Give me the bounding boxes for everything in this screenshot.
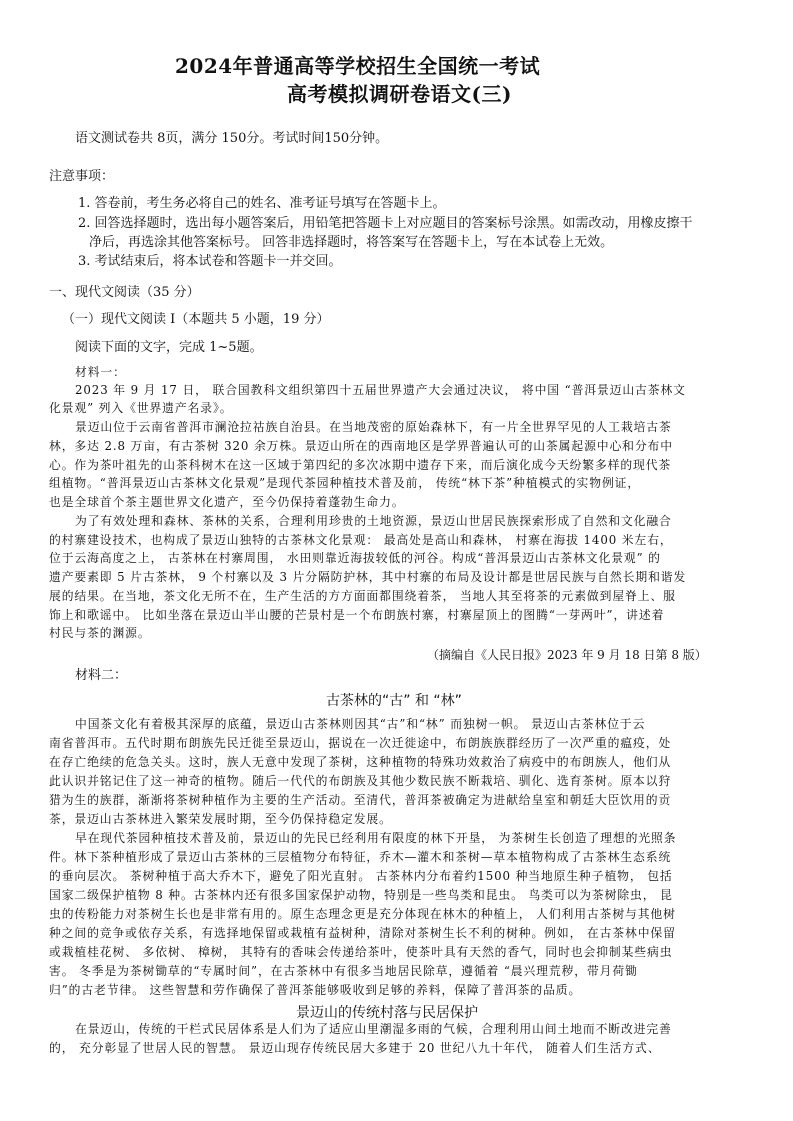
material1-line: 组植物。“普洱景迈山古茶林文化景观”是现代茶园种植技术普及前， 传统“林下茶”种植模式的实物例证，: [49, 476, 641, 490]
material2-subtitle: 景迈山的传统村落与民居保护: [296, 1005, 478, 1021]
notice-item: 1. 答卷前，考生务必将自己的姓名、准考证号填写在答题卡上。: [78, 196, 446, 211]
material2-line: 在存亡绝续的危急关头。这时，族人无意中发现了茶树，这种植物的特殊功效救治了病疫中的布朗族人，他们从: [49, 755, 672, 769]
material2-line: 在景迈山，传统的干栏式民居体系是人们为了适应山里潮湿多雨的气候，合理利用山间土地而不断改进完善: [75, 1022, 672, 1036]
material1-line: 2023 年 9 月 17 日， 联合国教科文组织第四十五届世界遗产大会通过决议， 将中国 “普洱景迈山古茶林文: [75, 383, 686, 397]
material1-line: 遗产要素即 5 片古茶林， 9 个村寨以及 3 片分隔防护林，其中村寨的布局及设计都是世居民族与自然长期和谐发: [49, 570, 687, 584]
material1-label: 材料一：: [75, 365, 126, 379]
title-line1: 2024年普通高等学校招生全国统一考试: [175, 54, 541, 78]
material2-line: 归”的古老节律。 这些智慧和劳作确保了普洱茶能够吸收到足够的养料，保障了普洱茶的品质。: [49, 983, 582, 997]
material2-line: 国家二级保护植物 8 种。古茶林内还有很多国家保护动物，特别是一些鸟类和昆虫。 鸟类可以为茶树除虫， 昆: [49, 888, 673, 902]
notice-item: 3. 考试结束后，将本试卷和答题卡一并交回。: [78, 254, 342, 269]
material1-line: 也是全球首个茶主题世界文化遗产，至今仍保持着蓬勃生命力。: [49, 495, 405, 509]
material2-line: 早在现代茶园种植技术普及前，景迈山的先民已经利用有限度的林下开垦， 为茶树生长创造了理想的光照条: [75, 831, 677, 845]
material1-line: 为了有效处理和森林、茶林的关系，合理利用珍贵的土地资源，景迈山世居民族探索形成了自然和文化融合: [75, 514, 672, 528]
instruction-text: 阅读下面的文字，完成 1~5题。: [75, 340, 263, 355]
notice-item: 净后，再选涂其他答案标号。 回答非选择题时，将答案写在答题卡上，写在本试卷上无效。: [89, 235, 614, 250]
material1-line: 的村寨建设技术，也构成了景迈山独特的古茶林文化景观： 最高处是高山和森林， 村寨在海拔 1400 米左右，: [49, 533, 673, 547]
material2-line: 的， 充分彰显了世居人民的智慧。 景迈山现存传统民居大多建于 20 世纪八九十年代， 随着人们生活方式、: [49, 1041, 661, 1055]
material2-line: 此认识并铭记住了这一神奇的植物。随后一代代的布朗族及其他少数民族不断栽培、驯化、选育茶树。原本以狩: [49, 774, 672, 788]
material1-line: 展的结果。在当地，茶文化无所不在，生产生活的方方面面都围绕着茶， 当地人其至将茶的元素做到屋脊上、服: [49, 589, 676, 603]
material2-line: 中国茶文化有着极其深厚的底蕴，景迈山古茶林则因其“古”和“林” 而独树一帜。 景迈山古茶林位于云: [75, 717, 646, 731]
material2-line: 茶，景迈山古茶林进入繁荣发展时期，至今仍保持稳定发展。: [49, 812, 392, 826]
material2-line: 种之间的竞争或依存关系，有选择地保留或栽植有益树种，清除对茶树生长不利的树种。例如， 在古茶林中保留: [49, 926, 676, 940]
material2-title: 古茶林的“古” 和 “林”: [326, 693, 462, 709]
section-heading: 一、现代文阅读（35 分）: [49, 285, 200, 300]
material2-line: 害。 冬季是为茶树锄草的“专属时间”，在古茶林中有很多当地居民除草，遵循着 “晨兴理荒秽，带月荷锄: [49, 964, 638, 978]
material1-line: 林，多达 2.8 万亩，有古茶树 320 余万株。景迈山所在的西南地区是学界普遍认可的山茶属起源中心和分布中: [49, 439, 673, 453]
intro-text: 语文测试卷共 8页，满分 150分。考试时间150分钟。: [75, 131, 389, 146]
material1-line: 景迈山位于云南省普洱市澜沧拉祜族自治县。在当地茂密的原始森林下，有一片全世界罕见的人工栽培古茶: [75, 420, 672, 434]
material2-line: 南省普洱市。五代时期布朗族先民迁徙至景迈山，据说在一次迁徙途中，布朗族族群经历了一次严重的瘟疫，处: [49, 736, 672, 750]
material2-line: 猎为生的族群，渐渐将茶树种植作为主要的生产活动。至清代，普洱茶被确定为进献给皇室和朝廷大臣饮用的贡: [49, 793, 672, 807]
material2-line: 虫的传粉能力对茶树生长也是非常有用的。原生态理念更是充分体现在林木的种植上， 人们利用古茶树与其他树: [49, 907, 676, 921]
material1-line: 饰上和歌谣中。 比如坐落在景迈山半山腰的芒景村是一个布朗族村寨，村寨屋顶上的图腾“一芽两叶”，讲述着: [49, 608, 665, 622]
material2-label: 材料二：: [75, 668, 128, 683]
title-line2: 高考模拟调研卷语文(三): [287, 82, 512, 106]
material2-line: 或栽植桂花树、 多依树、 樟树， 其特有的香味会传递给茶叶，使茶叶具有天然的香气，同时也会抑制某些病虫: [49, 945, 673, 959]
notice-item: 2. 回答选择题时，选出每小题答案后，用铅笔把答题卡上对应题目的答案标号涂黑。如需改动，用橡皮擦干: [78, 216, 693, 231]
material1-line: 化景观” 列入《世界遗产名录》。: [49, 401, 233, 415]
material1-line: 心。作为茶叶祖先的山茶科树木在这一区域于第四纪的多次冰期中遗存下来，而后演化成今天纷繁多样的现代茶: [49, 458, 672, 472]
material2-line: 件。林下茶种植形成了景迈山古茶林的三层植物分布特征，乔木—灌木和茶树—草本植物构成了古茶林生态系统: [49, 850, 672, 864]
notice-heading: 注意事项：: [49, 169, 115, 184]
material1-line: 村民与茶的渊源。: [49, 626, 151, 640]
material1-source: （摘编自《人民日报》2023 年 9 月 18 日第 8 版）: [427, 648, 707, 662]
material1-line: 位于云海高度之上， 古茶林在村寨周围， 水田则靠近海拔较低的河谷。构成“普洱景迈山古茶林文化景观” 的: [49, 551, 661, 565]
material2-line: 的垂向层次。 茶树种植于高大乔木下，避免了阳光直射。 古茶林内分布着约1500 种当地原生种子植物， 包括: [49, 869, 673, 883]
subsection-heading: （一）现代文阅读 Ⅰ（本题共 5 小题，19 分）: [62, 312, 330, 327]
